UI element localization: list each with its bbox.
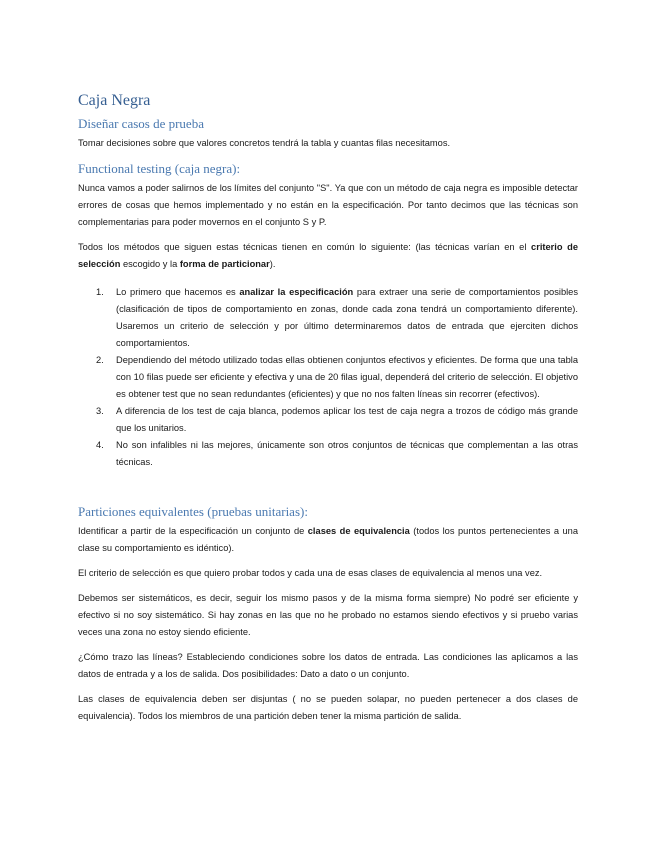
list-item: 4. No son infalibles ni las mejores, únicamente son otros conjuntos de técnicas que complementan a las otras técnicas. — [96, 440, 578, 467]
paragraph: Identificar a partir de la especificación un conjunto de clases de equivalencia (todos los puntos pertenecientes a una clase su comportamiento es idéntico). — [78, 526, 578, 553]
list-item: 2. Dependiendo del método utilizado todas ellas obtienen conjuntos efectivos y eficientes. De forma que una tabla con 10 filas puede ser eficiente y efectiva y una de 20 filas igual, dependerá del criterio de selección. El objetivo es obtener test que no sean redundantes (eficientes) y que no nos falten líneas sin recorrer (efectivos). — [96, 355, 578, 399]
list-item: 3. A diferencia de los test de caja blanca, podemos aplicar los test de caja negra a trozos de código más grande que los unitarios. — [96, 406, 578, 433]
paragraph: Tomar decisiones sobre que valores concretos tendrá la tabla y cuantas filas necesitamos. — [78, 138, 451, 148]
numbered-list — [78, 284, 578, 471]
paragraph: ¿Cómo trazo las líneas? Estableciendo condiciones sobre los datos de entrada. Las condiciones las aplicamos a las datos de entrada y a los de salida. Dos posibilidades: Dato a dato o un conjunto. — [78, 652, 578, 679]
heading-disenar-casos: Diseñar casos de prueba — [78, 116, 204, 131]
paragraph: Las clases de equivalencia deben ser disjuntas ( no se pueden solapar, no pueden pertenecer a dos clases de equivalencia). Todos los miembros de una partición deben tener la misma partición de salida. — [78, 694, 578, 721]
paragraph: Debemos ser sistemáticos, es decir, seguir los mismo pasos y de la misma forma siempre) No podré ser eficiente y efectivo si no soy sistemático. Si hay zonas en las que no he probado no estamos siendo efectivos y si pruebo varias veces una zona no estoy siendo eficiente. — [78, 593, 578, 637]
paragraph: Nunca vamos a poder salirnos de los límites del conjunto "S". Ya que con un método de caja negra es imposible detectar errores de cosas que hemos implementado y no están en la especificación. Por tanto decimos que las técnicas son complementarias para poder movernos en el conjunto S y P. — [78, 183, 578, 227]
heading-particiones-equivalentes: Particiones equivalentes (pruebas unitarias): — [78, 504, 308, 519]
heading-functional-testing: Functional testing (caja negra): — [78, 161, 241, 176]
document-body — [78, 92, 578, 725]
list-item: 1. Lo primero que hacemos es analizar la especificación para extraer una serie de comportamientos posibles (clasificación de tipos de comportamiento en zonas, donde cada zona tendrá un comportamiento diferente). Usaremos un criterio de selección y por último determinaremos datos de entrada que ejerciten dichos comportamientos. — [96, 287, 578, 348]
page-title: Caja Negra — [78, 92, 151, 109]
paragraph: El criterio de selección es que quiero probar todos y cada una de esas clases de equivalencia al menos una vez. — [78, 568, 543, 578]
paragraph: Todos los métodos que siguen estas técnicas tienen en común lo siguiente: (las técnicas varían en el criterio de selección escogido y la forma de particionar). — [78, 242, 579, 269]
